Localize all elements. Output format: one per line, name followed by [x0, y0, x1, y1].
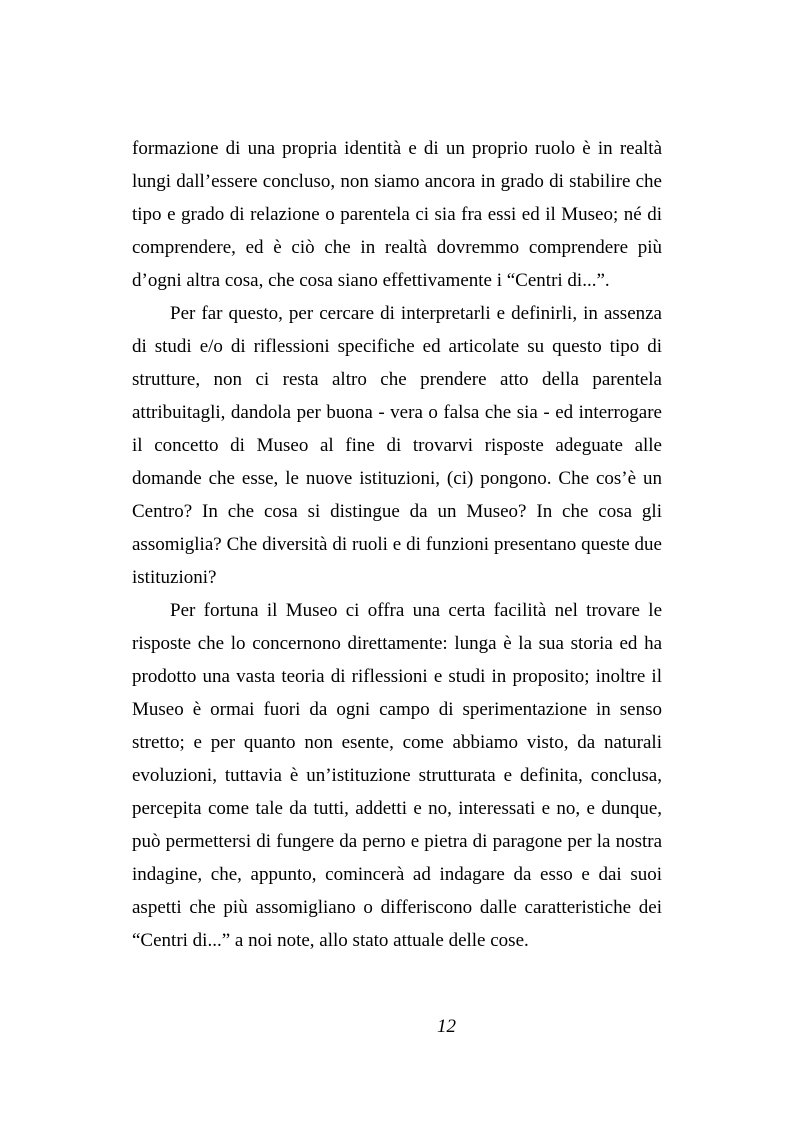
paragraph-museo-comparison: Per fortuna il Museo ci offra una certa facilità nel trovare le risposte che lo concernono direttamente: lunga è la sua storia ed ha prodotto una vasta teoria di riflessioni e studi in proposito; inoltre il Museo è ormai fuori da ogni campo di sperimentazione in senso stretto; e per quanto non esente, come abbiamo visto, da naturali evoluzioni, tuttavia è un’istituzione strutturata e definita, conclusa, percepita come tale da tutti, addetti e no, interessati e no, e dunque, può permettersi di fungere da perno e pietra di paragone per la nostra indagine, che, appunto, comincerà ad indagare da esso e dai suoi aspetti che più assomigliano o differiscono dalle caratteristiche dei “Centri di...” a noi note, allo stato attuale delle cose.	[132, 600, 662, 951]
paragraph-centro-questions: Per far questo, per cercare di interpretarli e definirli, in assenza di studi e/o di riflessioni specifiche ed articolate su questo tipo di strutture, non ci resta altro che prendere atto della parentela attribuitagli, dandola per buona - vera o falsa che sia - ed interrogare il concetto di Museo al fine di trovarvi risposte adeguate alle domande che esse, le nuove istituzioni, (ci) pongono. Che cos’è un Centro? In che cosa si distingue da un Museo? In che cosa gli assomiglia? Che diversità di ruoli e di funzioni presentano queste due istituzioni?	[132, 303, 662, 588]
paragraph-continuation: formazione di una propria identità e di un proprio ruolo è in realtà lungi dall’essere concluso, non siamo ancora in grado di stabilire che tipo e grado di relazione o parentela ci sia fra essi ed il Museo; né di comprendere, ed è ciò che in realtà dovremmo comprendere più d’ogni altra cosa, che cosa siano effettivamente i “Centri di...”.	[132, 138, 662, 291]
body-text	[132, 132, 662, 957]
page-number: 12	[437, 1016, 456, 1037]
